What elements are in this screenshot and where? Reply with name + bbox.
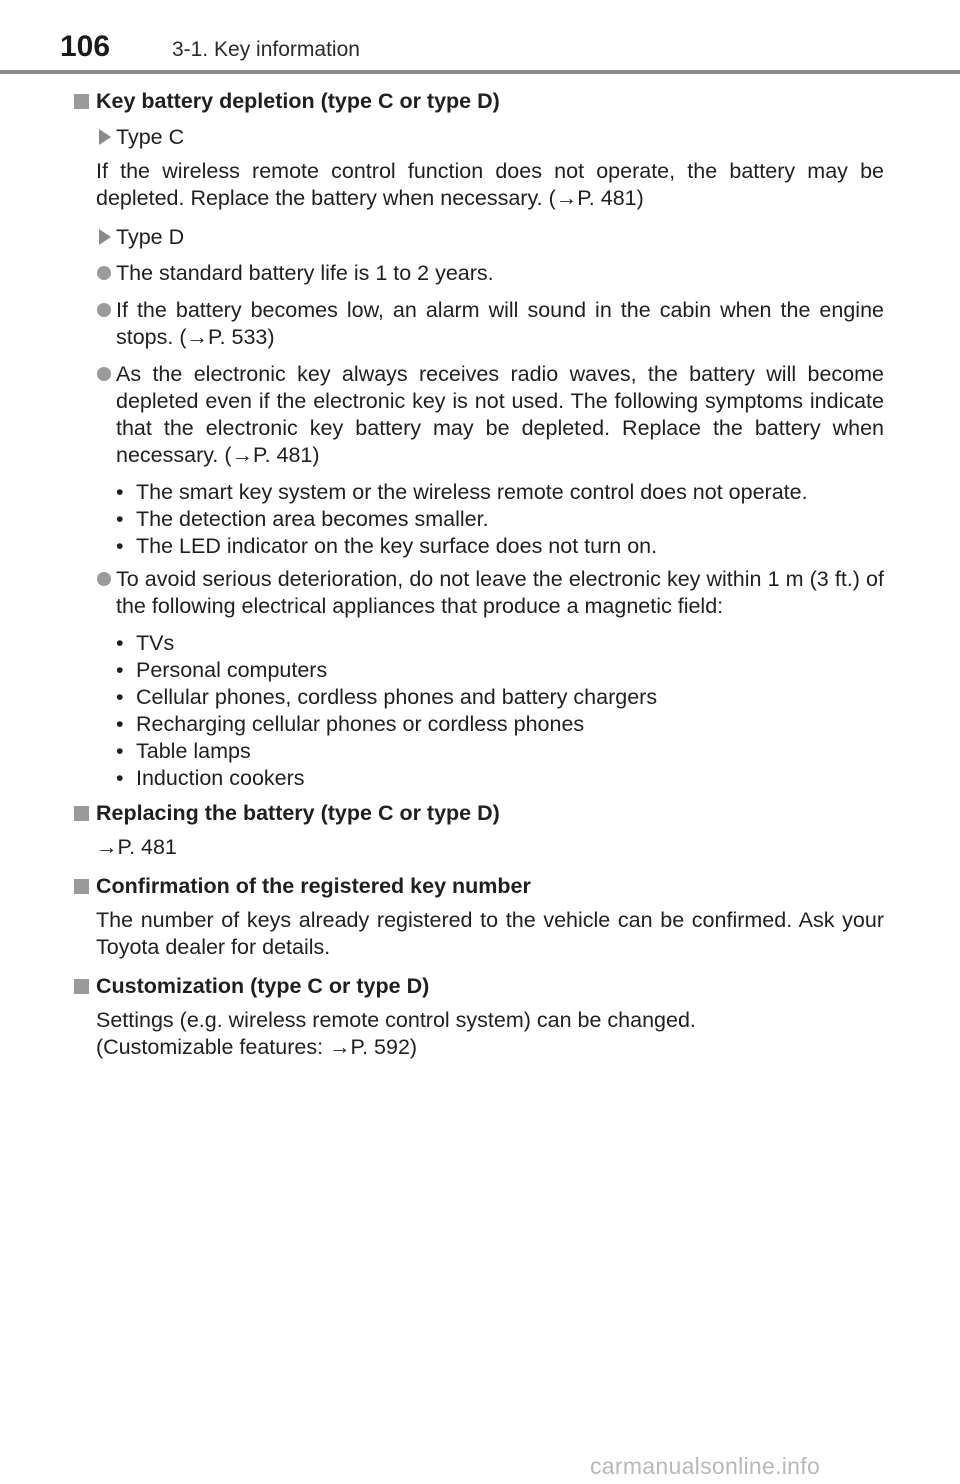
page-reference: →P. 481	[96, 835, 177, 859]
watermark: carmanualsonline.info	[590, 1453, 821, 1479]
list-item: • The LED indicator on the key surface does not turn on.	[116, 534, 658, 558]
customization-line: Settings (e.g. wireless remote control system) can be changed.	[96, 1008, 696, 1032]
bullet-low-battery-alarm: If the battery becomes low, an alarm will sound in the cabin when the engine stops. (→P. 533)	[0, 297, 960, 351]
list-item: • Recharging cellular phones or cordless phones	[116, 712, 585, 736]
bullet-radio-waves: As the electronic key always receives radio waves, the battery will become depleted even if the electronic key is not used. The following symptoms indicate that the electronic key battery may be depleted. Replace the battery when necessary. (→P. 481)	[0, 361, 960, 469]
list-item: • Personal computers	[116, 658, 328, 682]
type-c-label: Type C	[0, 122, 960, 152]
square-bullet-icon	[74, 94, 89, 109]
circle-bullet-icon	[97, 572, 111, 586]
list-item: • The detection area becomes smaller.	[116, 507, 489, 531]
triangle-bullet-icon	[99, 229, 111, 245]
square-bullet-icon	[74, 979, 89, 994]
section-heading-customization: Customization (type C or type D)	[0, 971, 960, 1001]
chapter-title: 3-1. Key information	[172, 38, 360, 61]
customization-reference: (Customizable features: →P. 592)	[96, 1035, 418, 1059]
list-item: • Cellular phones, cordless phones and battery chargers	[116, 685, 658, 709]
list-item: • TVs	[116, 631, 175, 655]
list-item: • Induction cookers	[116, 766, 305, 790]
bullet-battery-life: The standard battery life is 1 to 2 years.	[0, 260, 960, 287]
circle-bullet-icon	[97, 303, 111, 317]
page-header	[0, 0, 960, 76]
list-item: • The smart key system or the wireless remote control does not operate.	[116, 480, 808, 504]
circle-bullet-icon	[97, 367, 111, 381]
square-bullet-icon	[74, 806, 89, 821]
bullet-magnetic-field: To avoid serious deterioration, do not leave the electronic key within 1 m (3 ft.) of the following electrical appliances that produce a magnetic field:	[0, 566, 960, 620]
type-d-label: Type D	[0, 222, 960, 252]
page-content	[0, 86, 960, 1061]
header-rule	[0, 70, 960, 74]
section-heading-confirmation: Confirmation of the registered key number	[0, 871, 960, 901]
section-heading-depletion: Key battery depletion (type C or type D)	[0, 86, 960, 116]
confirmation-paragraph: The number of keys already registered to the vehicle can be confirmed. Ask your Toyota dealer for details.	[96, 908, 884, 959]
type-c-paragraph: If the wireless remote control function does not operate, the battery may be depleted. Replace the battery when necessary. (→P. 481)	[96, 159, 884, 210]
section-heading-replacing: Replacing the battery (type C or type D)	[0, 798, 960, 828]
square-bullet-icon	[74, 879, 89, 894]
list-item: • Table lamps	[116, 739, 251, 763]
triangle-bullet-icon	[99, 129, 111, 145]
page-number: 106	[60, 30, 111, 63]
circle-bullet-icon	[97, 266, 111, 280]
